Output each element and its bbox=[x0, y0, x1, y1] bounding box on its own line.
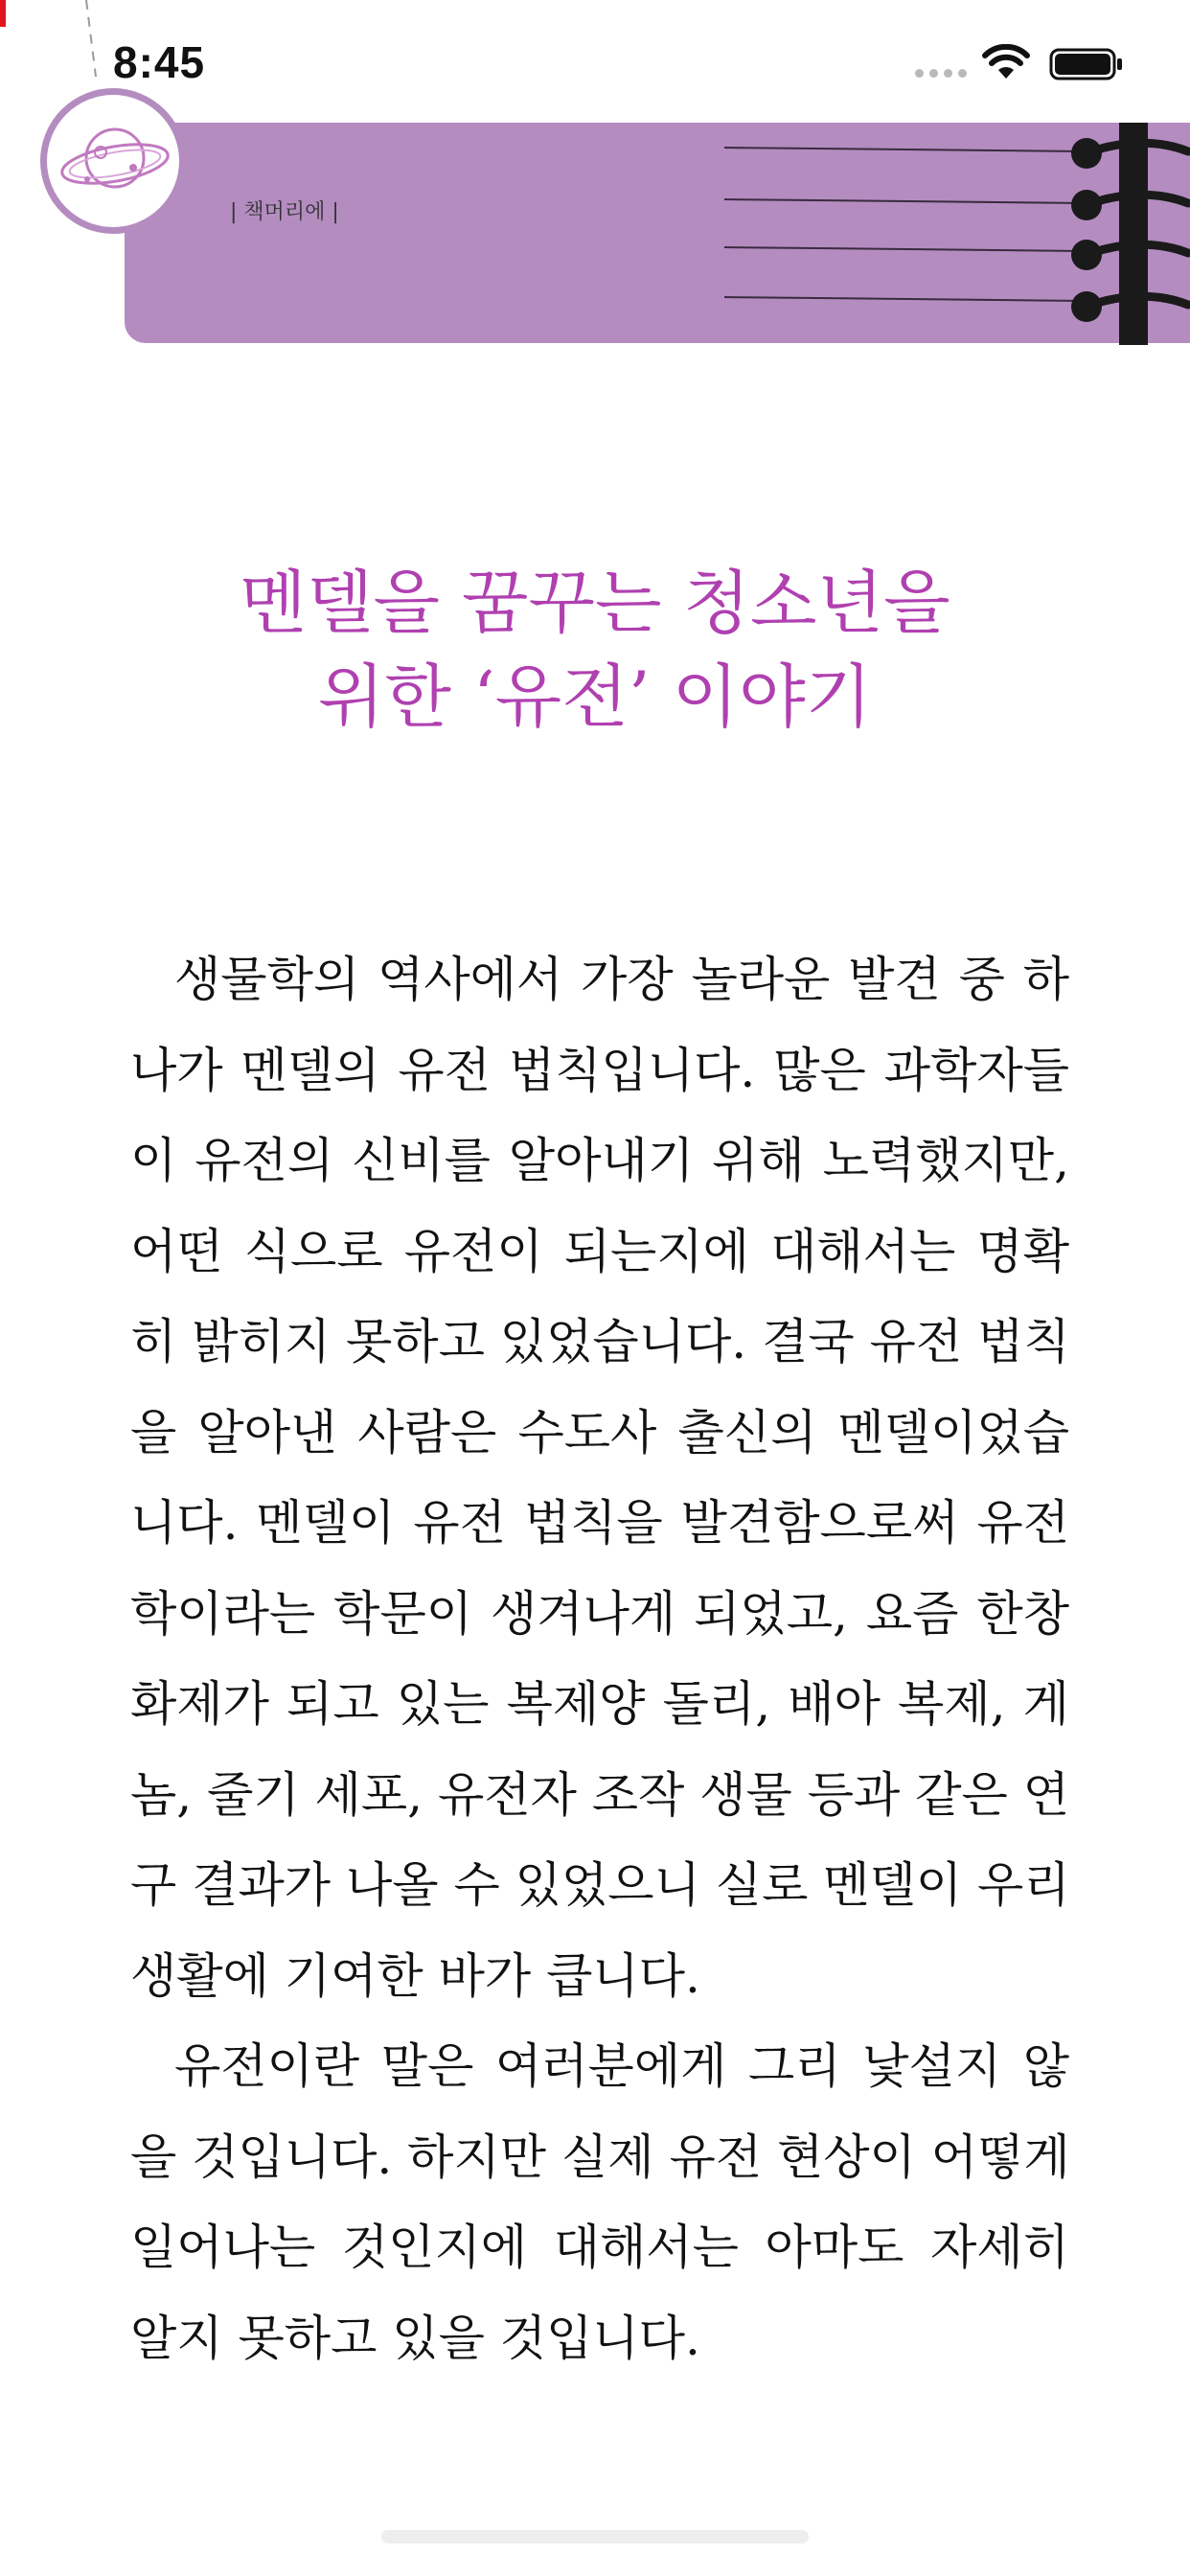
signal-icon bbox=[915, 69, 967, 78]
wifi-icon bbox=[982, 44, 1030, 80]
status-bar bbox=[0, 0, 1190, 125]
planet-icon bbox=[58, 110, 172, 212]
dashed-guide-line bbox=[84, 0, 98, 77]
body-line: 구 결과가 나올 수 있었으니 실로 멘델이 우리 bbox=[130, 1857, 1070, 1913]
body-line: 일어나는 것인지에 대해서는 아마도 자세히 bbox=[130, 2220, 1069, 2275]
title-line: 멘델을 꿈꾸는 청소년을 bbox=[240, 563, 950, 643]
body-line: 히 밝히지 못하고 있었습니다. 결국 유전 법칙 bbox=[130, 1314, 1070, 1369]
body-line: 화제가 되고 있는 복제양 돌리, 배아 복제, 게 bbox=[130, 1676, 1069, 1732]
title-line: 위한 ‘유전’ 이야기 bbox=[317, 656, 873, 737]
body-line: 알지 못하고 있을 것입니다. bbox=[130, 2310, 700, 2366]
body-line: 놈, 줄기 세포, 유전자 조작 생물 등과 같은 연 bbox=[130, 1766, 1070, 1823]
notebook-lines-decoration bbox=[719, 123, 1121, 343]
body-line: 이 유전의 신비를 알아내기 위해 노력했지만, bbox=[130, 1133, 1069, 1188]
body-line: 유전이란 말은 여러분에게 그리 낯설지 않 bbox=[174, 2038, 1069, 2094]
body-line: 어떤 식으로 유전이 되는지에 대해서는 명확 bbox=[130, 1223, 1069, 1279]
spiral-binding-icon bbox=[1064, 123, 1190, 345]
home-indicator[interactable] bbox=[381, 2530, 809, 2543]
red-edge-mark bbox=[0, 0, 6, 27]
body-paragraphs bbox=[130, 934, 1069, 2383]
battery-icon bbox=[1049, 46, 1126, 82]
body-line: 학이라는 학문이 생겨나게 되었고, 요즘 한창 bbox=[130, 1585, 1069, 1642]
status-time: 8:45 bbox=[113, 37, 206, 87]
chapter-label: | 책머리에 | bbox=[230, 200, 339, 224]
body-line: 을 것입니다. 하지만 실제 유전 현상이 어떻게 bbox=[130, 2128, 1070, 2185]
planet-logo bbox=[40, 88, 186, 234]
body-line: 생물학의 역사에서 가장 놀라운 발견 중 하 bbox=[174, 952, 1069, 1007]
body-line: 니다. 멘델이 유전 법칙을 발견함으로써 유전 bbox=[130, 1495, 1069, 1551]
body-line: 나가 멘델의 유전 법칙입니다. 많은 과학자들 bbox=[130, 1042, 1069, 1098]
chapter-title bbox=[0, 556, 1190, 744]
body-line: 생활에 기여한 바가 큽니다. bbox=[130, 1947, 700, 2004]
body-line: 을 알아낸 사람은 수도사 출신의 멘델이었습 bbox=[130, 1404, 1069, 1460]
